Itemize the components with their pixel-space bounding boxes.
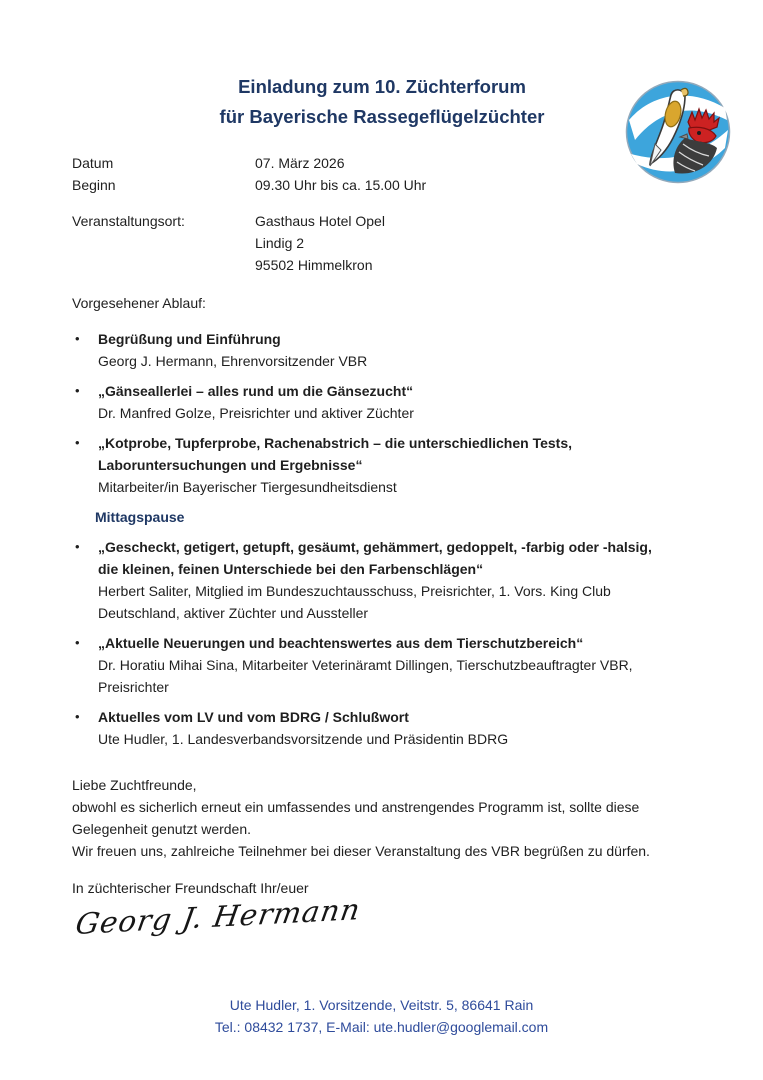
detail-value: 09.30 Uhr bis ca. 15.00 Uhr (255, 177, 427, 193)
signature: Georg J. Hermann (73, 892, 364, 941)
agenda-list (72, 328, 692, 750)
agenda-item-title: „Aktuelle Neuerungen und beachtenswertes aus dem Tierschutzbereich“ (98, 635, 584, 651)
venue-address: Gasthaus Hotel Opel Lindig 2 95502 Himmelkron (255, 213, 385, 273)
detail-value: 07. März 2026 (255, 155, 345, 171)
title-line-1: Einladung zum 10. Züchterforum (238, 76, 526, 97)
title-line-2: für Bayerische Rassegeflügelzüchter (219, 106, 545, 127)
bullet-icon: • (75, 435, 80, 450)
agenda-item-speaker: Dr. Horatiu Mihai Sina, Mitarbeiter Veterinäramt Dillingen, Tierschutzbeauftragter VBR, Preisrichter (98, 657, 633, 695)
bullet-icon: • (75, 635, 80, 650)
detail-row (72, 152, 692, 174)
agenda-item-text (98, 706, 508, 750)
agenda-item (72, 632, 692, 698)
venue-row (72, 210, 692, 276)
agenda-item-text (98, 632, 633, 698)
agenda-item-speaker: Dr. Manfred Golze, Preisrichter und aktiver Züchter (98, 405, 414, 421)
venue-label: Veranstaltungsort: (72, 213, 185, 229)
detail-row (72, 174, 692, 196)
detail-label: Datum (72, 155, 114, 171)
event-details (72, 152, 692, 276)
agenda-item-title: „Gänseallerlei – alles rund um die Gänsezucht“ (98, 383, 414, 399)
agenda-item-speaker: Mitarbeiter/in Bayerischer Tiergesundheitsdienst (98, 479, 397, 495)
agenda-item (72, 432, 692, 498)
agenda-item-title: „Kotprobe, Tupferprobe, Rachenabstrich – die unterschiedlichen Tests, Laboruntersuchungen und Ergebnisse“ (98, 435, 573, 473)
agenda-item-speaker: Georg J. Hermann, Ehrenvorsitzender VBR (98, 353, 368, 369)
agenda-heading: Vorgesehener Ablauf: (72, 295, 206, 311)
agenda-item-title: „Gescheckt, getigert, getupft, gesäumt, gehämmert, gedoppelt, -farbig oder -halsig, die kleinen, feinen Unterschiede bei den Farbenschlägen“ (98, 539, 652, 577)
page-title (72, 72, 692, 132)
agenda-item-text (98, 328, 367, 372)
bullet-icon: • (75, 539, 80, 554)
agenda-item-text (98, 536, 652, 624)
agenda-item (72, 328, 692, 372)
detail-label: Beginn (72, 177, 116, 193)
agenda-item-speaker: Ute Hudler, 1. Landesverbandsvorsitzende und Präsidentin BDRG (98, 731, 509, 747)
agenda-item-text (98, 380, 414, 424)
agenda-item (72, 380, 692, 424)
closing-paragraph: Liebe Zuchtfreunde, obwohl es sicherlich erneut ein umfassendes und anstrengendes Programm ist, sollte diese Gelegenheit genutzt werden. Wir freuen uns, zahlreiche Teilnehmer bei dieser Veranstaltung des VBR begrüßen zu dürfen. (72, 777, 650, 859)
lunch-break-label: Mittagspause (95, 509, 185, 525)
bullet-icon: • (75, 331, 80, 346)
agenda-item-text (98, 432, 572, 498)
agenda-item (72, 536, 692, 624)
vbr-pigeon-rooster-logo-icon (625, 80, 731, 184)
bullet-icon: • (75, 709, 80, 724)
footer-contact: Ute Hudler, 1. Vorsitzende, Veitstr. 5, 86641 Rain Tel.: 08432 1737, E-Mail: ute.hudler@googlemail.com (214, 997, 549, 1035)
agenda-item (72, 706, 692, 750)
agenda-item-title: Begrüßung und Einführung (98, 331, 281, 347)
bullet-icon: • (75, 383, 80, 398)
agenda-item-speaker: Herbert Saliter, Mitglied im Bundeszuchtausschuss, Preisrichter, 1. Vors. King Club Deutschland, aktiver Züchter und Aussteller (98, 583, 611, 621)
agenda-item-title: Aktuelles vom LV und vom BDRG / Schlußwort (98, 709, 409, 725)
valediction: In züchterischer Freundschaft Ihr/euer (72, 880, 309, 896)
